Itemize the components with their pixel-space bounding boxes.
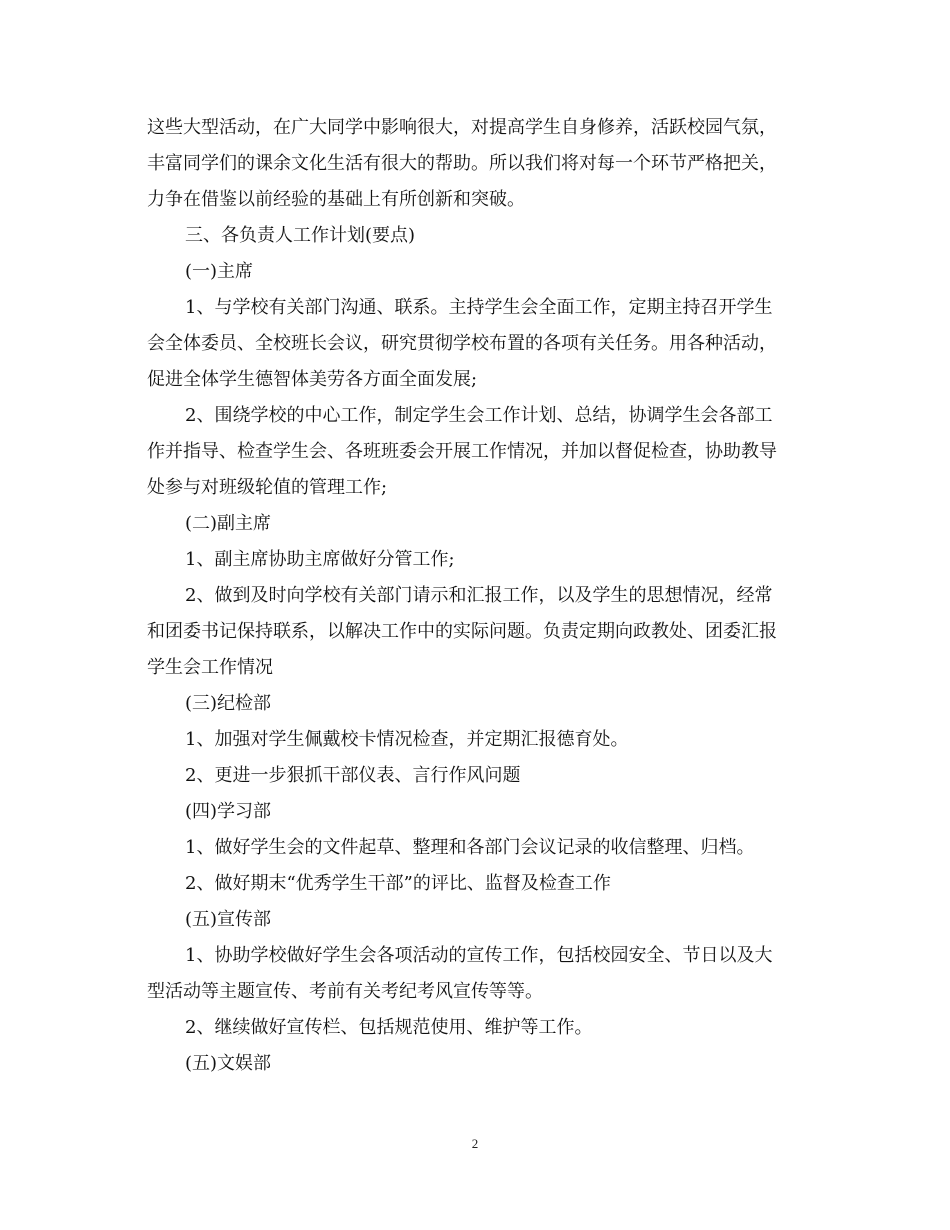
text-line: 2、做到及时向学校有关部门请示和汇报工作，以及学生的思想情况，经常 — [185, 585, 773, 606]
text-line: (三)纪检部 — [185, 693, 272, 714]
text-line: (五)宣传部 — [185, 909, 272, 930]
text-line: 会全体委员、全校班长会议，研究贯彻学校布置的各项有关任务。用各种活动， — [147, 333, 777, 354]
paragraph — [147, 110, 803, 218]
paragraph — [147, 542, 803, 578]
paragraph — [147, 1046, 803, 1082]
text-line: 作并指导、检查学生会、各班班委会开展工作情况，并加以督促检查，协助教导 — [147, 441, 777, 462]
text-line: 2、更进一步狠抓干部仪表、言行作风问题 — [185, 765, 521, 786]
text-line: (二)副主席 — [185, 513, 272, 534]
text-line: 学生会工作情况 — [147, 657, 273, 678]
paragraph — [147, 398, 803, 506]
page-number: 2 — [471, 1136, 479, 1151]
paragraph — [147, 506, 803, 542]
paragraph — [147, 722, 803, 758]
text-line: 1、做好学生会的文件起草、整理和各部门会议记录的收信整理、归档。 — [185, 837, 755, 858]
text-line: 1、副主席协助主席做好分管工作; — [185, 549, 455, 570]
text-line: 2、继续做好宣传栏、包括规范使用、维护等工作。 — [185, 1017, 593, 1038]
paragraph — [147, 866, 803, 902]
paragraph — [147, 578, 803, 686]
text-line: 和团委书记保持联系，以解决工作中的实际问题。负责定期向政教处、团委汇报 — [147, 621, 777, 642]
paragraph — [147, 254, 803, 290]
paragraph — [147, 218, 803, 254]
text-line: 1、协助学校做好学生会各项活动的宣传工作，包括校园安全、节日以及大 — [185, 945, 773, 966]
paragraph — [147, 794, 803, 830]
paragraph — [147, 758, 803, 794]
paragraph — [147, 290, 803, 398]
text-line: 促进全体学生德智体美劳各方面全面发展; — [147, 369, 478, 390]
text-line: 2、围绕学校的中心工作，制定学生会工作计划、总结，协调学生会各部工 — [185, 405, 773, 426]
text-line: (五)文娱部 — [185, 1053, 272, 1074]
text-line: 这些大型活动，在广大同学中影响很大，对提高学生自身修养，活跃校园气氛， — [147, 117, 777, 138]
text-line: 1、与学校有关部门沟通、联系。主持学生会全面工作，定期主持召开学生 — [185, 297, 773, 318]
text-line: 型活动等主题宣传、考前有关考纪考风宣传等等。 — [147, 981, 543, 1002]
document-body — [147, 110, 803, 1082]
text-line: 力争在借鉴以前经验的基础上有所创新和突破。 — [147, 189, 525, 210]
text-line: (四)学习部 — [185, 801, 272, 822]
paragraph — [147, 902, 803, 938]
text-line: 三、各负责人工作计划(要点) — [185, 225, 416, 246]
paragraph — [147, 938, 803, 1010]
text-line: 1、加强对学生佩戴校卡情况检查，并定期汇报德育处。 — [185, 729, 629, 750]
text-line: (一)主席 — [185, 261, 254, 282]
text-line: 2、做好期末“优秀学生干部”的评比、监督及检查工作 — [185, 873, 611, 894]
paragraph — [147, 686, 803, 722]
text-line: 处参与对班级轮值的管理工作; — [147, 477, 388, 498]
text-line: 丰富同学们的课余文化生活有很大的帮助。所以我们将对每一个环节严格把关， — [147, 153, 777, 174]
paragraph — [147, 1010, 803, 1046]
paragraph — [147, 830, 803, 866]
